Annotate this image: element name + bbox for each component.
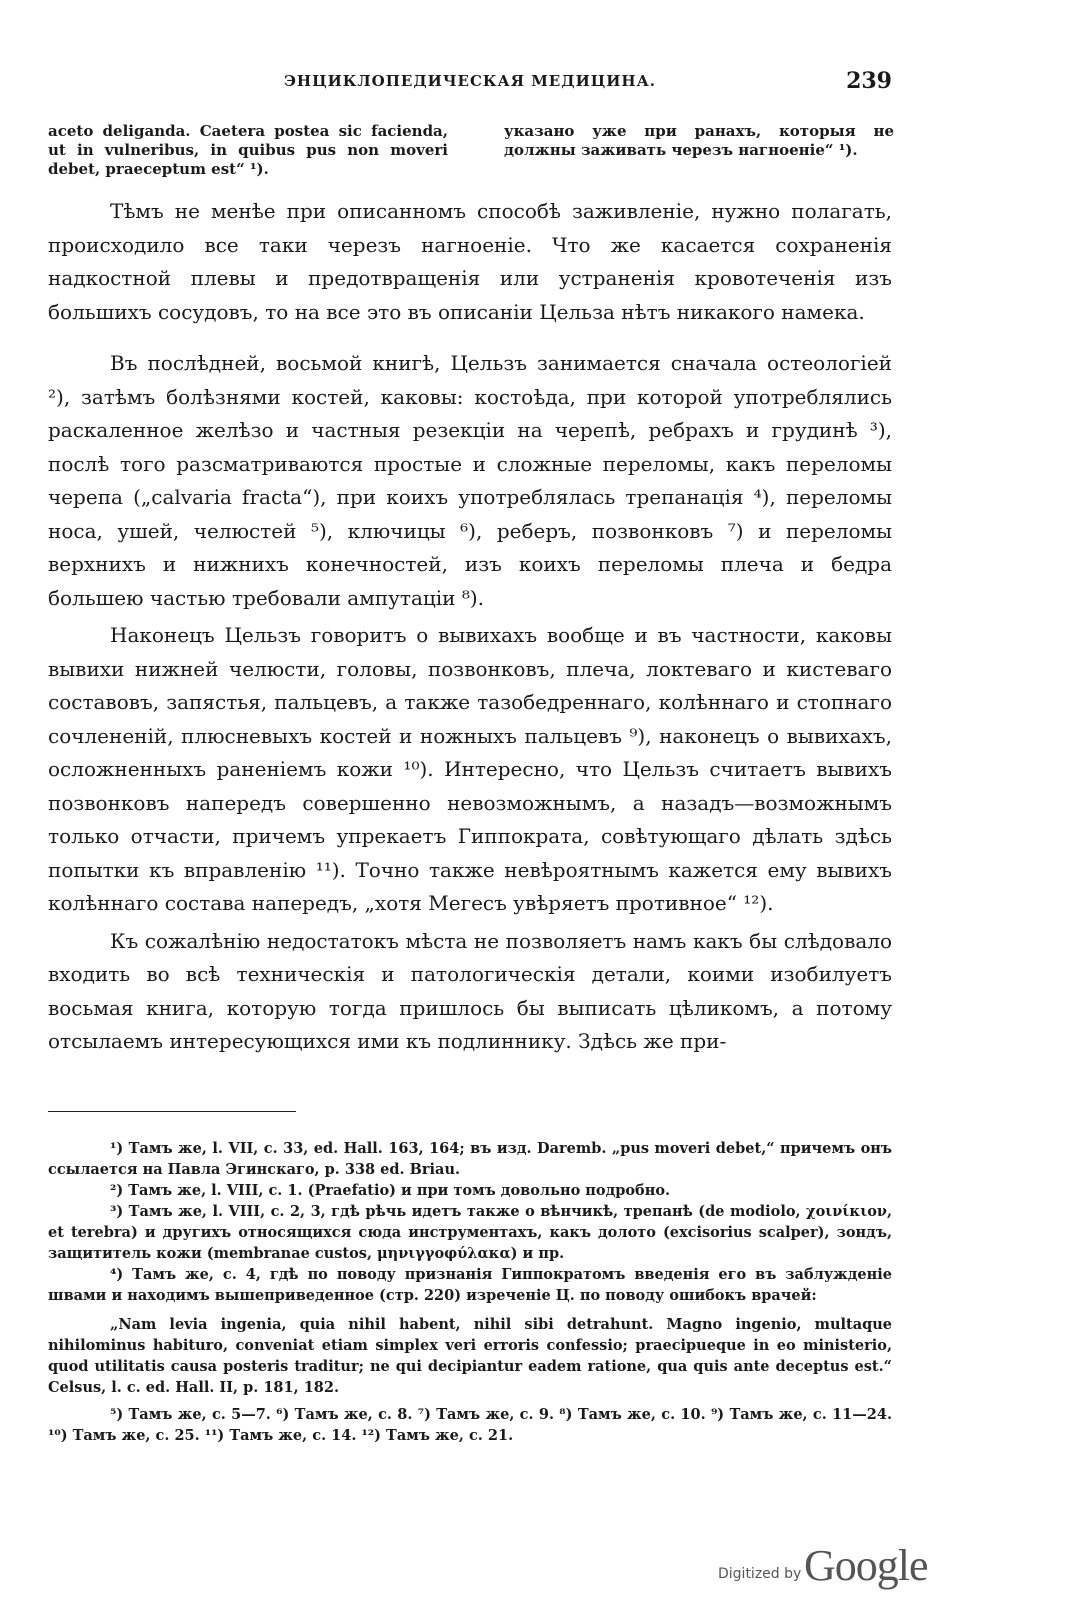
latin-column: aceto deliganda. Caetera postea sic faciendа, ut in vulneribus, in quibus pus non moveri debet, praeceptum est“ ¹). xyxy=(48,122,448,178)
russian-column: указано уже при ранахъ, которыя не должны заживать черезъ нагноеніе“ ¹). xyxy=(504,122,894,159)
footnote: ¹) Тамъ же, l. VII, c. 33, ed. Hall. 163, 164; въ изд. Daremb. „pus moveri debet,“ причемъ онъ ссылается на Павла Эгинскаго, p. 338 ed. Briau. xyxy=(48,1140,892,1178)
footnote-quote: „Nam levia ingenia, quia nihil habent, nihil sibi detrahunt. Magno ingenio, multaque nihilominus habituro, conveniat etiam simplex veri erroris confessio; praecipueque in eo ministerio, quod utilitatis causa posteris traditur; ne qui decipiantur eadem ratione, qua quis ante deceptus est.“ Celsus, l. c. ed. Hall. II, p. 181, 182. xyxy=(48,1316,892,1396)
footnote: ⁵) Тамъ же, c. 5—7. ⁶) Тамъ же, c. 8. ⁷) Тамъ же, c. 9. ⁸) Тамъ же, c. 10. ⁹) Тамъ же, c. 11—24. ¹⁰) Тамъ же, c. 25. ¹¹) Тамъ же, c. 14. ¹²) Тамъ же, c. 21. xyxy=(48,1406,892,1444)
running-title: ЭНЦИКЛОПЕДИЧЕСКАЯ МЕДИЦИНА. xyxy=(283,72,657,90)
footnotes xyxy=(48,1138,892,1446)
watermark-text: Digitized by xyxy=(718,1566,802,1582)
two-column-quote xyxy=(48,122,892,190)
paragraph: Наконецъ Цельзъ говоритъ о вывихахъ вообще и въ частности, каковы вывихи нижней челюсти, головы, позвонковъ, плеча, локтеваго и кистеваго составовъ, запястья, пальцевъ, а также тазобедреннаго, колѣннаго и стопнаго сочлененій, плюсневыхъ костей и ножныхъ пальцевъ ⁹), наконецъ о вывихахъ, осложненныхъ раненіемъ кожи ¹⁰). Интересно, что Цельзъ считаетъ вывихъ позвонковъ напередъ совершенно невозможнымъ, а назадъ—возможнымъ только отчасти, причемъ упрекаетъ Гиппократа, совѣтующаго дѣлать здѣсь попытки къ вправленію ¹¹). Точно также невѣроятнымъ кажется ему вывихъ колѣннаго состава напередъ, „хотя Мегесъ увѣряетъ противное“ ¹²). xyxy=(48,623,892,915)
footnote: ⁴) Тамъ же, c. 4, гдѣ по поводу признанія Гиппократомъ введенія его въ заблужденіе швами и находимъ вышеприведенное (стр. 220) изреченіе Ц. по поводу ошибокъ врачей: xyxy=(48,1266,892,1304)
footnote-divider xyxy=(48,1111,296,1112)
google-logo: Google xyxy=(804,1541,928,1590)
paragraph: Въ послѣдней, восьмой книгѣ, Цельзъ занимается сначала остеологіей ²), затѣмъ болѣзнями костей, каковы: костоѣда, при которой употреблялись раскаленное желѣзо и частныя резекціи на черепѣ, ребрахъ и грудинѣ ³), послѣ того разсматриваются простые и сложные переломы, какъ переломы черепа („calvaria fracta“), при коихъ употреблялась трепанація ⁴), переломы носа, ушей, челюстей ⁵), ключицы ⁶), реберъ, позвонковъ ⁷) и переломы верхнихъ и нижнихъ конечностей, изъ коихъ переломы плеча и бедра большею частью требовали ампутаціи ⁸). xyxy=(48,351,892,610)
paragraph: Тѣмъ не менѣе при описанномъ способѣ заживленіе, нужно полагать, происходило все таки черезъ нагноеніе. Что же касается сохраненія надкостной плевы и предотвращенія или устраненія кровотеченія изъ большихъ сосудовъ, то на все это въ описаніи Цельза нѣтъ никакого намека. xyxy=(48,199,892,324)
footnote: ²) Тамъ же, l. VIII, c. 1. (Praefatio) и при томъ довольно подробно. xyxy=(110,1182,671,1199)
footnote: ³) Тамъ же, l. VIII, c. 2, 3, гдѣ рѣчь идетъ также о вѣнчикѣ, трепанѣ (de modiolo, χοινίκιον, et terebra) и другихъ относящихся сюда инструментахъ, какъ долото (excisorius scalper), зондъ, защититель кожи (membranae custos, μηνιγγοφύλακα) и пр. xyxy=(48,1203,892,1262)
main-text xyxy=(48,195,892,1059)
page-number: 239 xyxy=(846,68,892,94)
page-header xyxy=(48,68,892,98)
digitized-by-google-watermark xyxy=(718,1540,948,1590)
paragraph: Къ сожалѣнію недостатокъ мѣста не позволяетъ намъ какъ бы слѣдовало входить во всѣ техническія и патологическія детали, коими изобилуетъ восьмая книга, которую тогда пришлось бы выписать цѣликомъ, а потому отсылаемъ интересующихся ими къ подлиннику. Здѣсь же при- xyxy=(48,928,892,1053)
